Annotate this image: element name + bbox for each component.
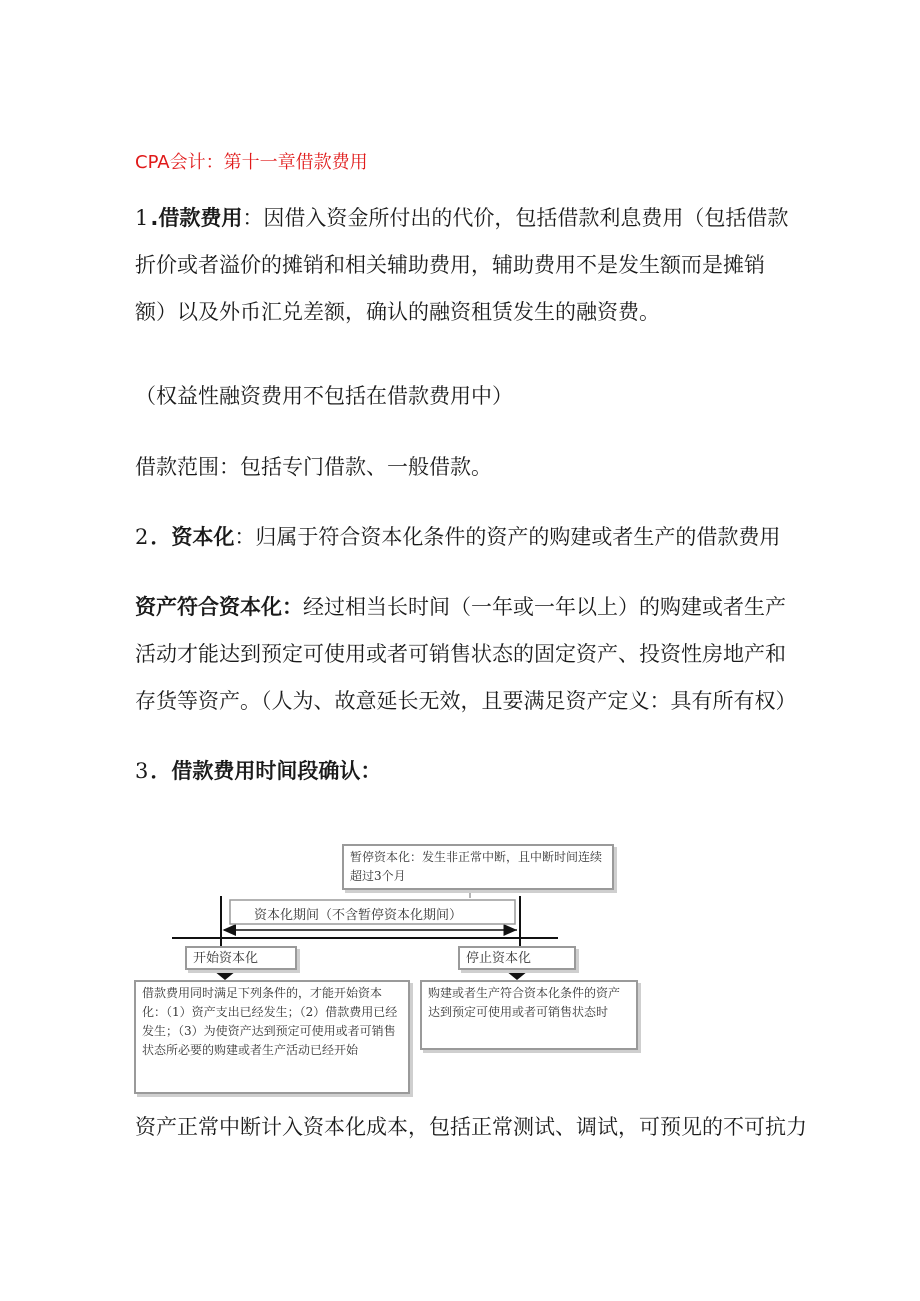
start-capitalization-label: 开始资本化 xyxy=(185,946,297,970)
asset-qualification-heading: 资产符合资本化： xyxy=(135,595,303,619)
section-1-number: 1 xyxy=(135,206,151,230)
section-2 xyxy=(135,514,795,561)
section-3-heading: ．借款费用时间段确认： xyxy=(150,759,382,783)
doc-title: CPA会计：第十一章借款费用 xyxy=(135,152,368,173)
asset-qualification xyxy=(135,584,795,725)
section-2-number: 2 xyxy=(135,525,151,549)
normal-interruption-note: 资产正常中断计入资本化成本，包括正常测试、调试，可预见的不可抗力 xyxy=(135,1115,807,1139)
capitalization-diagram xyxy=(130,838,670,1100)
section-3-number: 3 xyxy=(135,759,151,783)
pause-capitalization-box: 暂停资本化：发生非正常中断，且中断时间连续超过3个月 xyxy=(342,844,614,890)
section-3 xyxy=(135,748,795,795)
borrowing-scope: 借款范围：包括专门借款、一般借款。 xyxy=(135,455,492,479)
section-1 xyxy=(135,195,795,336)
stop-capitalization-label: 停止资本化 xyxy=(458,946,576,970)
section-2-text: ：归属于符合资本化条件的资产的购建或者生产的借款费用 xyxy=(234,525,781,549)
asset-qualification-text: 经过相当长时间（一年或一年以上）的购建或者生产活动才能达到预定可使用或者可销售状态的固定资产、投资性房地产和存货等资产。（人为、故意延长无效，且要满足资产定义：具有所有权） xyxy=(135,595,797,713)
start-conditions-box: 借款费用同时满足下列条件的，才能开始资本化：（1）资产支出已经发生；（2）借款费用已经发生；（3）为使资产达到预定可使用或者可销售状态所必要的购建或者生产活动已经开始 xyxy=(134,980,410,1094)
section-2-heading: ．资本化 xyxy=(150,525,235,549)
section-1-heading: .借款费用 xyxy=(150,206,243,230)
equity-note: （权益性融资费用不包括在借款费用中） xyxy=(135,384,513,408)
section-1-text: ：因借入资金所付出的代价，包括借款利息费用（包括借款折价或者溢价的摊销和相关辅助费用，辅助费用不是发生额而是摊销额）以及外币汇兑差额，确认的融资租赁发生的融资费。 xyxy=(135,206,789,324)
stop-conditions-box: 购建或者生产符合资本化条件的资产达到预定可使用或者可销售状态时 xyxy=(420,980,638,1050)
capitalization-period-label: 资本化期间（不含暂停资本化期间） xyxy=(254,908,463,923)
